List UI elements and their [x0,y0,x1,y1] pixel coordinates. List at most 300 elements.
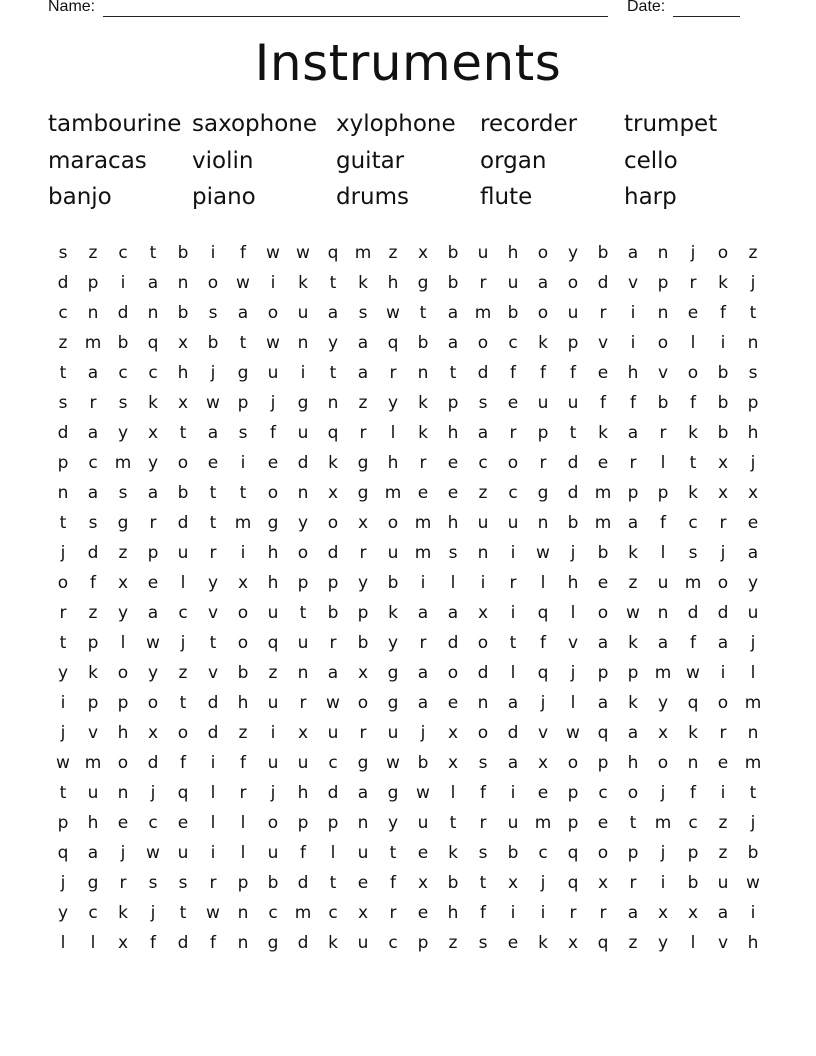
grid-letter: x [597,873,609,893]
grid-letter: f [540,363,546,383]
grid-letter: f [690,393,696,413]
grid-letter: y [657,933,669,953]
grid-letter: t [59,513,67,533]
grid-letter: f [630,393,636,413]
grid-letter: b [657,393,669,413]
grid-letter: p [447,393,459,413]
grid-letter: r [689,273,697,293]
grid-letter: d [177,513,189,533]
grid-letter: i [240,453,246,473]
grid-letter: x [117,933,129,953]
grid-letter: a [627,423,639,443]
grid-letter: n [327,393,339,413]
grid-letter: b [507,303,519,323]
grid-row [48,418,768,448]
grid-letter: s [478,393,488,413]
grid-letter: a [717,903,729,923]
grid-letter: u [177,543,189,563]
grid-letter: u [567,393,579,413]
grid-letter: z [58,333,68,353]
grid-letter: w [266,333,280,353]
grid-letter: e [417,483,429,503]
grid-row [48,808,768,838]
grid-letter: j [540,693,546,713]
grid-letter: o [297,543,309,563]
grid-letter: d [327,783,339,803]
grid-letter: k [418,423,428,443]
grid-letter: s [178,873,188,893]
grid-letter: t [389,843,397,863]
grid-letter: a [327,303,339,323]
grid-letter: l [120,633,126,653]
grid-letter: o [717,243,729,263]
grid-letter: y [387,813,399,833]
grid-letter: x [717,453,729,473]
grid-letter: l [210,783,216,803]
grid-letter: t [209,513,217,533]
grid-letter: q [57,843,69,863]
grid-letter: t [59,363,67,383]
grid-letter: z [178,663,188,683]
grid-letter: c [118,243,128,263]
grid-letter: a [447,333,459,353]
grid-letter: o [267,813,279,833]
grid-letter: d [177,933,189,953]
grid-letter: i [60,693,66,713]
grid-letter: q [537,603,549,623]
grid-letter: w [206,393,220,413]
word-list-item: maracas [48,147,147,174]
grid-letter: m [474,303,492,323]
grid-letter: p [297,573,309,593]
grid-letter: x [507,873,519,893]
grid-letter: b [267,873,279,893]
grid-letter: e [597,453,609,473]
grid-letter: x [297,723,309,743]
word-search-grid [48,238,768,958]
grid-letter: a [507,753,519,773]
grid-letter: b [447,243,459,263]
grid-letter: v [597,333,609,353]
grid-letter: l [660,543,666,563]
grid-row [48,598,768,628]
grid-letter: h [387,453,399,473]
grid-letter: b [447,873,459,893]
grid-letter: y [327,333,339,353]
word-list-item: xylophone [336,111,456,137]
grid-letter: p [687,843,699,863]
grid-letter: y [657,693,669,713]
grid-letter: i [630,333,636,353]
grid-letter: o [117,753,129,773]
grid-letter: o [147,693,159,713]
grid-letter: w [56,753,70,773]
grid-letter: q [177,783,189,803]
grid-letter: w [266,243,280,263]
grid-row [48,898,768,928]
grid-letter: n [747,333,759,353]
word-list-item: guitar [336,147,405,174]
grid-letter: q [687,693,699,713]
grid-letter: j [150,783,156,803]
grid-letter: s [478,753,488,773]
grid-letter: r [209,543,217,563]
grid-letter: j [750,453,756,473]
grid-row [48,358,768,388]
grid-letter: n [237,903,249,923]
grid-letter: k [388,603,398,623]
grid-letter: s [688,543,698,563]
grid-letter: o [237,603,249,623]
grid-letter: t [239,483,247,503]
grid-letter: f [390,873,396,893]
grid-letter: q [567,873,579,893]
grid-letter: w [146,633,160,653]
grid-letter: w [746,873,760,893]
grid-letter: d [447,633,459,653]
grid-letter: g [267,933,279,953]
grid-letter: w [146,843,160,863]
grid-letter: g [87,873,99,893]
grid-letter: a [327,663,339,683]
grid-letter: l [390,423,396,443]
grid-letter: c [148,813,158,833]
grid-letter: s [88,513,98,533]
grid-letter: a [357,333,369,353]
grid-letter: z [628,573,638,593]
grid-letter: d [297,453,309,473]
grid-letter: n [177,273,189,293]
grid-row [48,688,768,718]
grid-letter: s [448,543,458,563]
grid-letter: v [627,273,639,293]
grid-letter: p [117,693,129,713]
grid-letter: i [210,843,216,863]
grid-letter: f [240,243,246,263]
grid-letter: l [240,813,246,833]
grid-letter: o [117,663,129,683]
grid-letter: n [87,303,99,323]
grid-letter: k [688,723,698,743]
grid-letter: l [180,573,186,593]
grid-letter: b [507,843,519,863]
grid-row [48,568,768,598]
grid-letter: h [117,723,129,743]
grid-letter: k [598,423,608,443]
grid-letter: x [417,873,429,893]
grid-letter: o [537,243,549,263]
grid-letter: v [657,363,669,383]
grid-letter: p [627,483,639,503]
grid-letter: f [540,633,546,653]
grid-letter: u [267,843,279,863]
grid-letter: r [59,603,67,623]
grid-letter: c [268,903,278,923]
grid-letter: o [237,633,249,653]
grid-letter: t [179,423,187,443]
grid-letter: z [718,813,728,833]
grid-letter: r [599,303,607,323]
grid-letter: b [117,333,129,353]
grid-letter: m [744,693,762,713]
grid-letter: d [117,303,129,323]
grid-letter: i [510,783,516,803]
grid-letter: t [749,303,757,323]
grid-letter: a [447,603,459,623]
grid-letter: w [236,273,250,293]
grid-letter: e [687,303,699,323]
grid-letter: r [569,903,577,923]
grid-letter: j [60,723,66,743]
grid-letter: x [177,333,189,353]
grid-letter: p [147,543,159,563]
grid-letter: k [628,633,638,653]
grid-letter: i [480,573,486,593]
grid-letter: o [717,573,729,593]
grid-letter: y [567,243,579,263]
grid-letter: u [717,873,729,893]
grid-letter: i [720,333,726,353]
grid-letter: j [570,663,576,683]
grid-letter: a [417,603,429,623]
grid-row [48,268,768,298]
grid-letter: c [178,603,188,623]
grid-letter: u [177,843,189,863]
grid-letter: l [240,843,246,863]
grid-letter: a [147,483,159,503]
grid-row [48,778,768,808]
grid-letter: a [237,303,249,323]
grid-letter: w [566,723,580,743]
grid-letter: f [210,933,216,953]
word-list-item: drums [336,184,410,210]
grid-letter: t [299,603,307,623]
grid-letter: i [510,603,516,623]
grid-letter: a [147,603,159,623]
grid-letter: u [297,633,309,653]
grid-letter: z [628,933,638,953]
grid-letter: b [327,603,339,623]
grid-letter: z [748,243,758,263]
grid-letter: d [207,693,219,713]
name-field[interactable] [103,16,608,17]
grid-letter: t [239,333,247,353]
grid-letter: n [117,783,129,803]
word-list-item: tambourine [48,111,182,137]
grid-letter: y [387,393,399,413]
grid-row [48,388,768,418]
grid-letter: u [297,423,309,443]
grid-letter: n [297,333,309,353]
grid-letter: d [507,723,519,743]
grid-letter: z [268,663,278,683]
grid-letter: o [327,513,339,533]
grid-letter: i [270,723,276,743]
grid-letter: e [357,873,369,893]
grid-letter: k [88,663,98,683]
grid-letter: x [117,573,129,593]
grid-letter: u [297,303,309,323]
grid-letter: o [447,663,459,683]
grid-letter: f [480,903,486,923]
grid-letter: p [327,813,339,833]
word-list [48,110,768,212]
grid-letter: a [627,243,639,263]
grid-letter: q [567,843,579,863]
grid-letter: y [57,903,69,923]
grid-letter: l [690,333,696,353]
grid-letter: m [654,663,672,683]
grid-letter: n [57,483,69,503]
grid-letter: e [417,903,429,923]
grid-letter: e [597,363,609,383]
grid-letter: t [209,633,217,653]
grid-letter: c [328,753,338,773]
grid-letter: l [570,603,576,623]
grid-letter: k [328,933,338,953]
grid-letter: b [357,633,369,653]
grid-letter: d [57,273,69,293]
grid-letter: i [420,573,426,593]
grid-letter: n [657,243,669,263]
grid-letter: j [60,543,66,563]
word-list-item: piano [192,184,256,210]
grid-letter: p [657,273,669,293]
grid-letter: h [297,783,309,803]
grid-letter: n [297,483,309,503]
grid-letter: o [387,513,399,533]
grid-letter: p [597,663,609,683]
grid-letter: t [569,423,577,443]
grid-letter: h [507,243,519,263]
grid-letter: r [239,783,247,803]
grid-letter: r [119,873,127,893]
grid-letter: r [539,453,547,473]
grid-letter: u [507,513,519,533]
grid-letter: n [477,543,489,563]
grid-letter: i [660,873,666,893]
grid-letter: r [89,393,97,413]
grid-letter: r [209,873,217,893]
grid-row [48,298,768,328]
grid-letter: k [148,393,158,413]
grid-letter: d [477,363,489,383]
grid-letter: c [88,903,98,923]
grid-letter: x [147,723,159,743]
grid-letter: o [597,603,609,623]
grid-letter: d [297,873,309,893]
grid-letter: e [147,573,159,593]
grid-letter: h [267,543,279,563]
grid-letter: r [629,873,637,893]
grid-letter: w [386,753,400,773]
grid-letter: o [477,333,489,353]
grid-letter: j [210,363,216,383]
grid-letter: h [387,273,399,293]
grid-letter: c [88,453,98,473]
grid-letter: k [418,393,428,413]
grid-letter: p [57,813,69,833]
grid-letter: m [114,453,132,473]
grid-letter: r [509,423,517,443]
grid-letter: g [357,483,369,503]
grid-letter: u [357,843,369,863]
name-label: Name: [48,0,96,15]
grid-letter: o [207,273,219,293]
grid-letter: f [480,783,486,803]
grid-letter: z [448,933,458,953]
grid-letter: a [627,513,639,533]
grid-letter: p [597,753,609,773]
grid-letter: y [357,573,369,593]
grid-letter: m [84,753,102,773]
grid-letter: z [478,483,488,503]
grid-letter: o [267,483,279,503]
date-field[interactable] [673,16,740,17]
grid-letter: g [357,453,369,473]
grid-letter: i [720,663,726,683]
grid-row [48,508,768,538]
grid-letter: p [57,453,69,473]
grid-letter: e [117,813,129,833]
grid-letter: i [210,243,216,263]
grid-letter: r [359,543,367,563]
grid-letter: l [690,933,696,953]
grid-letter: x [657,723,669,743]
grid-letter: n [687,753,699,773]
grid-letter: h [627,753,639,773]
grid-letter: y [57,663,69,683]
grid-letter: f [720,303,726,323]
grid-letter: o [537,303,549,323]
grid-row [48,328,768,358]
grid-letter: u [417,813,429,833]
grid-letter: h [747,423,759,443]
grid-letter: p [567,333,579,353]
grid-letter: i [270,273,276,293]
grid-letter: u [747,603,759,623]
grid-letter: b [747,843,759,863]
grid-letter: x [327,483,339,503]
grid-letter: c [688,513,698,533]
grid-letter: p [657,483,669,503]
grid-row [48,868,768,898]
grid-letter: c [58,303,68,323]
grid-letter: i [630,303,636,323]
grid-letter: f [600,393,606,413]
grid-letter: c [538,843,548,863]
grid-letter: y [747,573,759,593]
grid-letter: l [210,813,216,833]
grid-letter: o [477,723,489,743]
grid-letter: l [750,663,756,683]
grid-letter: w [326,693,340,713]
grid-letter: w [686,663,700,683]
grid-letter: j [660,783,666,803]
grid-letter: p [297,813,309,833]
grid-letter: d [567,453,579,473]
grid-letter: r [389,363,397,383]
grid-letter: u [657,573,669,593]
grid-letter: x [717,483,729,503]
grid-letter: o [717,693,729,713]
grid-letter: p [747,393,759,413]
grid-letter: t [629,813,637,833]
grid-letter: n [477,693,489,713]
grid-letter: x [417,243,429,263]
grid-letter: n [147,303,159,323]
grid-letter: d [567,483,579,503]
